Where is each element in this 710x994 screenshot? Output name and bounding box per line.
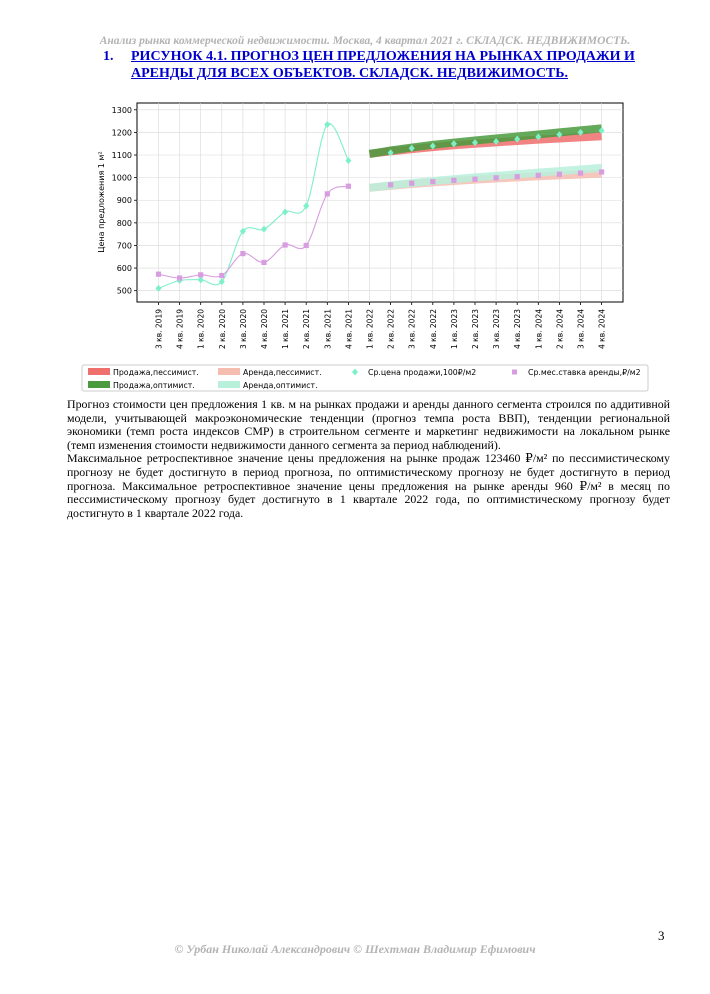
- legend-label: Продажа,пессимист.: [113, 368, 199, 377]
- legend-label: Аренда,оптимист.: [243, 381, 318, 390]
- rent-rate-point: [388, 182, 393, 187]
- x-tick-label: 1 кв. 2021: [281, 309, 291, 349]
- legend-swatch: [88, 368, 110, 375]
- y-axis-label: Цена предложения 1 м²: [97, 151, 106, 253]
- rent-rate-point: [599, 169, 604, 174]
- y-tick-label: 600: [116, 264, 132, 274]
- rent-rate-point: [430, 179, 435, 184]
- x-tick-label: 3 кв. 2020: [238, 309, 248, 349]
- rent-rate-point: [325, 191, 330, 196]
- rent-rate-point: [451, 178, 456, 183]
- rent-rate-point: [578, 171, 583, 176]
- x-tick-label: 2 кв. 2023: [471, 309, 480, 349]
- rent-rate-point: [472, 177, 477, 182]
- x-tick-label: 4 кв. 2022: [428, 309, 438, 349]
- x-tick-label: 2 кв. 2021: [302, 309, 312, 349]
- rent-rate-point: [219, 273, 224, 278]
- page-number: 3: [658, 928, 665, 943]
- chart-legend: [82, 365, 648, 391]
- x-tick-label: 1 кв. 2022: [365, 309, 375, 349]
- y-axis-ticks: [112, 106, 137, 296]
- x-tick-label: 4 кв. 2021: [344, 309, 354, 349]
- x-tick-label: 3 кв. 2022: [407, 309, 417, 349]
- y-tick-label: 800: [116, 218, 132, 228]
- legend-label: Ср.цена продажи,100₽/м2: [368, 368, 477, 377]
- x-tick-label: 1 кв. 2020: [196, 309, 206, 349]
- y-tick-label: 1000: [111, 173, 132, 183]
- legend-swatch: [88, 381, 110, 388]
- y-tick-label: 500: [116, 286, 132, 296]
- rent-rate-point: [283, 242, 288, 247]
- legend-swatch: [218, 381, 240, 388]
- x-tick-label: 2 кв. 2020: [217, 309, 227, 349]
- x-tick-label: 2 кв. 2022: [386, 309, 396, 349]
- x-tick-label: 3 кв. 2023: [492, 309, 502, 349]
- x-tick-label: 4 кв. 2023: [513, 309, 523, 349]
- x-tick-label: 4 кв. 2024: [597, 309, 607, 349]
- rent-rate-point: [409, 181, 414, 186]
- figure-title-text: РИСУНОК 4.1. ПРОГНОЗ ЦЕН ПРЕДЛОЖЕНИЯ НА РЫНКАХ ПРОДАЖИ И АРЕНДЫ ДЛЯ ВСЕХ ОБЪЕКТОВ. СКЛАДСК. НЕДВИЖИМОСТЬ.: [131, 49, 635, 81]
- legend-label: Аренда,пессимист.: [243, 368, 322, 377]
- x-tick-label: 1 кв. 2023: [449, 309, 459, 349]
- x-axis-ticks: [155, 302, 607, 349]
- legend-swatch: [218, 368, 240, 375]
- y-tick-label: 1100: [111, 151, 132, 161]
- page-header: Анализ рынка коммерческой недвижимости. Москва, 4 квартал 2021 г. СКЛАДСК. НЕДВИЖИМОСТЬ.: [99, 35, 631, 47]
- y-tick-label: 900: [116, 196, 132, 206]
- figure-number: 1.: [103, 49, 114, 64]
- rent-rate-point: [557, 172, 562, 177]
- rent-rate-point: [304, 243, 309, 248]
- rent-rate-point: [240, 251, 245, 256]
- x-tick-label: 3 кв. 2021: [323, 309, 333, 349]
- x-tick-label: 3 кв. 2024: [576, 309, 586, 349]
- x-tick-label: 1 кв. 2024: [534, 309, 544, 349]
- x-tick-label: 3 кв. 2019: [154, 309, 164, 349]
- rent-rate-point: [494, 175, 499, 180]
- paragraph-max-values: Максимальное ретроспективное значение цены предложения на рынке продаж 123460 ₽/м² по пессимистическому прогнозу не будет достигнуто в период прогноза, по оптимистическому прогнозу не будет достигнуто в период прогноза. Максимальное ретроспективное значение цены предложения на рынке аренды 960 ₽/м² в месяц по пессимистическому прогнозу будет достигнуто в 1 квартале 2022 года, по оптимистическому прогнозу будет достигнуто в 1 квартале 2022 года.: [67, 451, 670, 520]
- x-tick-label: 4 кв. 2020: [260, 309, 269, 349]
- paragraph-forecast-model: Прогноз стоимости цен предложения 1 кв. м на рынках продажи и аренды данного сегмента строился по аддитивной модели, учитывающей макроэкономические тенденции (прогноз темпа роста ВВП), тенденции региональной экономики (темп роста индексов СМР) в строительном сегменте и маркетинг недвижимости на локальном рынке (темп изменения стоимости недвижимости данного сегмента за период наблюдений).: [67, 397, 670, 452]
- y-tick-label: 700: [116, 241, 132, 251]
- rent-rate-point: [261, 260, 266, 265]
- y-tick-label: 1200: [111, 128, 132, 138]
- legend-swatch: [512, 370, 517, 375]
- body-text: [67, 398, 670, 520]
- rent-rate-point: [515, 174, 520, 179]
- y-tick-label: 1300: [111, 105, 132, 115]
- rent-rate-point: [177, 275, 182, 280]
- rent-rate-point: [346, 184, 351, 189]
- legend-label: Ср.мес.ставка аренды,₽/м2: [528, 368, 641, 377]
- x-tick-label: 2 кв. 2024: [555, 309, 565, 349]
- rent-rate-point: [156, 272, 161, 277]
- rent-rate-point: [198, 272, 203, 277]
- x-tick-label: 4 кв. 2019: [175, 309, 185, 349]
- page-footer: © Урбан Николай Александрович © Шехтман Владимир Ефимович: [174, 942, 536, 956]
- legend-label: Продажа,оптимист.: [113, 381, 195, 390]
- rent-rate-point: [536, 173, 541, 178]
- forecast-chart: [0, 0, 710, 400]
